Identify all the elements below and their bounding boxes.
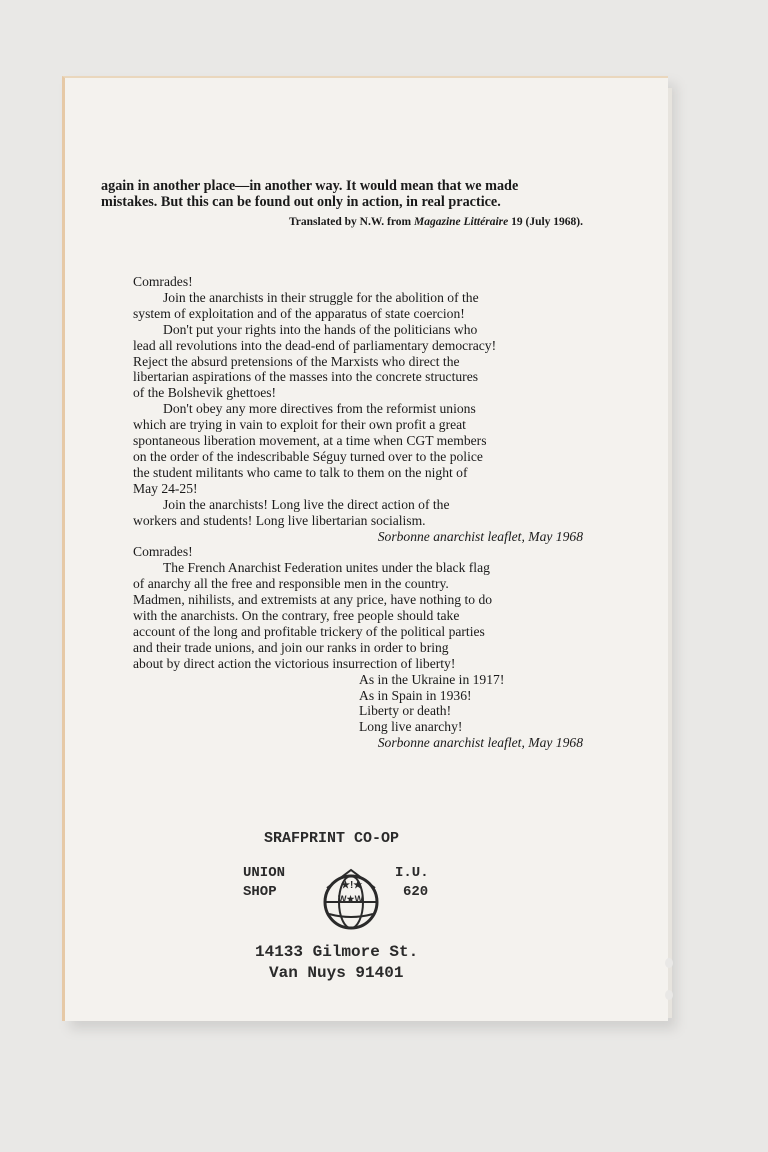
text-line: Don't obey any more directives from the reformist unions <box>163 401 476 417</box>
text-line: The French Anarchist Federation unites under the black flag <box>163 560 490 576</box>
text-line: libertarian aspirations of the masses into the concrete structures <box>133 369 479 385</box>
text-line: Join the anarchists! Long live the direct action of the <box>163 496 450 512</box>
text-line: the student militants who came to talk to them on the night of <box>133 464 468 480</box>
leaflet-texts <box>133 274 583 751</box>
credit-suffix: 19 (July 1968). <box>508 216 583 228</box>
booklet-page <box>62 76 668 1021</box>
text-line: Reject the absurd pretensions of the Marxists who direct the <box>133 353 460 369</box>
text-line: May 24-25! <box>133 480 198 496</box>
text-line: about by direct action the victorious insurrection of liberty! <box>133 655 456 671</box>
svg-text:W★W: W★W <box>338 894 364 904</box>
text-line: of the Bolshevik ghettoes! <box>133 385 277 401</box>
union-shop-label <box>243 864 285 902</box>
leaflet-signature: Sorbonne anarchist leaflet, May 1968 <box>377 735 583 751</box>
shop-text: SHOP <box>243 884 277 900</box>
credit-prefix: Translated by N.W. from <box>288 216 414 228</box>
page-edge <box>668 88 672 1018</box>
slogan: As in Spain in 1936! <box>359 687 472 703</box>
translation-credit <box>101 216 583 228</box>
text-line: Madmen, nihilists, and extremists at any price, have nothing to do <box>133 592 493 608</box>
union-text: UNION <box>243 865 286 881</box>
text-line: Join the anarchists in their struggle for the abolition of the <box>163 289 479 305</box>
text-line: on the order of the indescribable Séguy turned over to the police <box>133 448 483 464</box>
text-line: workers and students! Long live libertarian socialism. <box>133 512 426 528</box>
text-line: and their trade unions, and join our ranks in order to bring <box>133 639 449 655</box>
text-line: account of the long and profitable trickery of the political parties <box>133 623 485 639</box>
greeting: Comrades! <box>133 274 193 289</box>
street-address: 14133 Gilmore St. <box>255 943 419 961</box>
text-line: system of exploitation and of the apparatus of state coercion! <box>133 305 465 321</box>
text-line: again in another place—in another way. It would mean that we made <box>101 178 519 194</box>
text-line: spontaneous liberation movement, at a time when CGT members <box>133 433 487 449</box>
slogan: As in the Ukraine in 1917! <box>359 671 505 687</box>
greeting: Comrades! <box>133 544 193 560</box>
slogans <box>133 672 583 736</box>
printer-name: SRAFPRINT CO-OP <box>264 830 400 847</box>
text-line: with the anarchists. On the contrary, free people should take <box>133 608 460 624</box>
iu-text: I.U. <box>395 865 429 881</box>
slogan: Long live anarchy! <box>359 719 463 735</box>
iu-code: 620 <box>403 884 429 900</box>
closing-paragraph <box>101 178 583 210</box>
text-line: Don't put your rights into the hands of the politicians who <box>163 321 478 337</box>
iww-globe-emblem-icon <box>311 858 391 938</box>
staple-hole <box>665 990 673 1000</box>
magazine-title: Magazine Littéraire <box>414 216 509 228</box>
text-line: which are trying in vain to exploit for their own profit a great <box>133 417 466 433</box>
slogan: Liberty or death! <box>359 703 452 719</box>
iu-number <box>395 864 429 902</box>
svg-text:★!★: ★!★ <box>341 880 363 891</box>
city-address: Van Nuys 91401 <box>269 964 404 982</box>
text-line: mistakes. But this can be found out only in action, in real practice. <box>101 194 501 210</box>
text-line: of anarchy all the free and responsible men in the country. <box>133 576 449 592</box>
printer-address <box>255 942 418 984</box>
text-line: lead all revolutions into the dead-end of parliamentary democracy! <box>133 337 497 353</box>
leaflet-signature: Sorbonne anarchist leaflet, May 1968 <box>377 528 583 544</box>
staple-hole <box>665 958 673 968</box>
